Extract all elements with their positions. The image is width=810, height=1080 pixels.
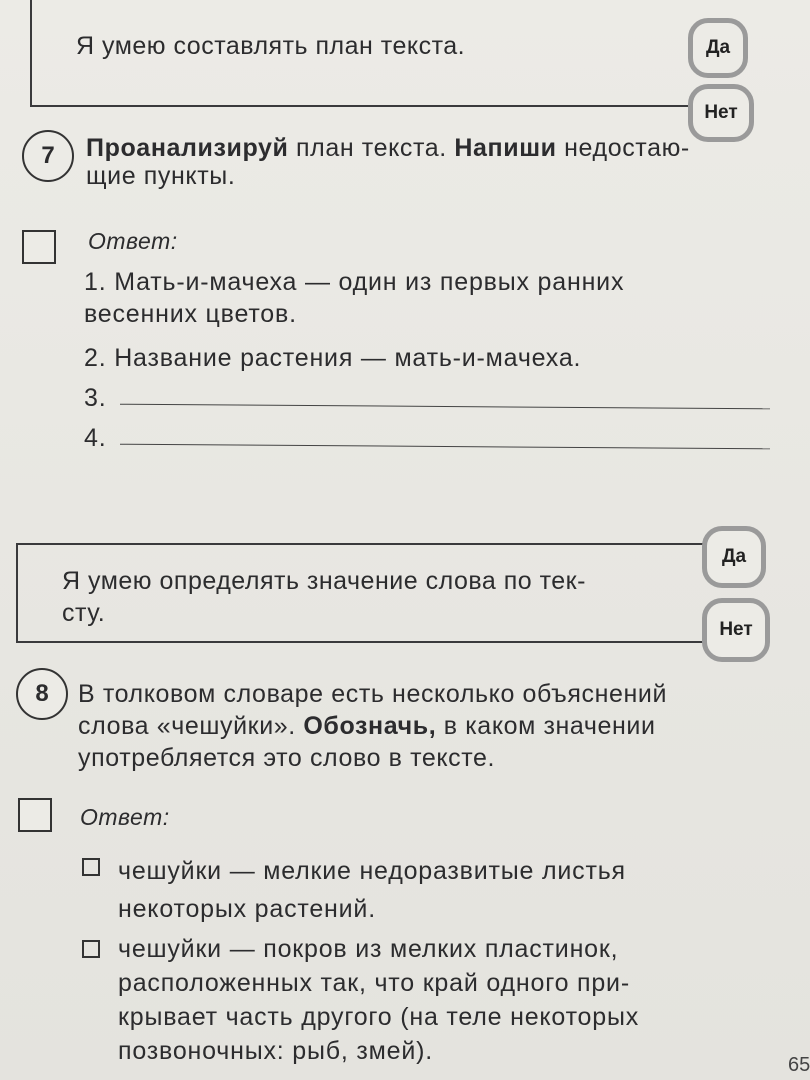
answer-checkbox-8[interactable] — [18, 798, 52, 832]
selfcheck-text: Я умею определять значение слова по тек- сту. — [62, 567, 586, 627]
no-button[interactable]: Нет — [702, 598, 770, 662]
page-number: 65 — [788, 1054, 810, 1076]
plan-item-4-number: 4. — [84, 424, 107, 452]
selfcheck-box-plan — [30, 0, 722, 107]
plan-item-1: 1. Мать-и-мачеха — один из первых ранних весенних цветов. — [84, 268, 625, 328]
yes-button[interactable]: Да — [702, 526, 766, 588]
task-number-7: 7 — [22, 130, 74, 182]
answer-label-8: Ответ: — [80, 804, 170, 830]
option-1-text: чешуйки — мелкие недоразвитые листья некоторых растений. — [118, 857, 626, 923]
no-button[interactable]: Нет — [688, 84, 754, 142]
selfcheck-text: Я умею составлять план текста. — [76, 32, 466, 60]
plan-item-2: 2. Название растения — мать-и-мачеха. — [84, 344, 582, 372]
yes-button[interactable]: Да — [688, 18, 748, 78]
option-2-text: чешуйки — покров из мелких пластинок, расположенных так, что край одного при- крывает часть другого (на теле некоторых позвоночных: рыб, змей). — [118, 935, 640, 1065]
task-number-8: 8 — [16, 668, 68, 720]
option-1-checkbox[interactable] — [82, 858, 100, 876]
answer-checkbox-7[interactable] — [22, 230, 56, 264]
answer-label-7: Ответ: — [88, 228, 178, 254]
task-8-instruction: В толковом словаре есть несколько объяснений слова «чешуйки». Обозначь, в каком значении употребляется это слово в тексте. — [78, 680, 668, 772]
plan-item-4-blank[interactable] — [120, 444, 770, 450]
plan-item-3-blank[interactable] — [120, 404, 770, 410]
task-8-verb-mark: Обозначь, — [303, 712, 437, 740]
task-7-instruction: Проанализируй план текста. Напиши недостаю- щие пункты. — [86, 134, 690, 190]
option-2-checkbox[interactable] — [82, 940, 100, 958]
plan-item-3-number: 3. — [84, 384, 107, 412]
selfcheck-box-meaning — [16, 543, 718, 643]
task-7-verb-write: Напиши — [454, 134, 557, 162]
task-7-verb-analyze: Проанализируй — [86, 134, 289, 162]
